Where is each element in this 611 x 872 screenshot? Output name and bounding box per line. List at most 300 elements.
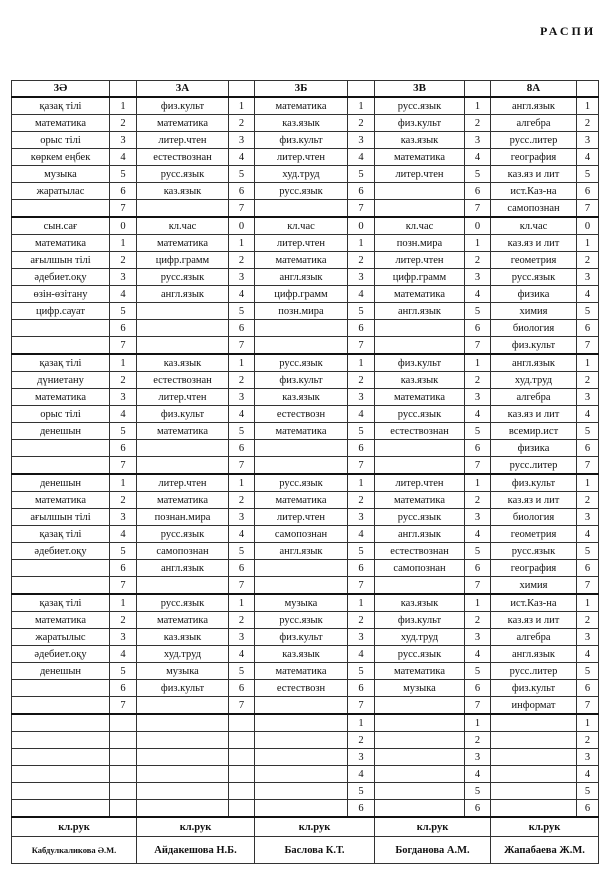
lesson-number: 1 (229, 235, 255, 252)
subject-cell: русс.язык (375, 509, 465, 526)
lesson-number: 2 (348, 115, 375, 132)
lesson-number (229, 800, 255, 818)
lesson-number: 2 (110, 252, 137, 269)
subject-cell: математика (137, 115, 229, 132)
subject-cell: худ.труд (255, 166, 348, 183)
subject-cell: математика (255, 97, 348, 115)
subject-cell: самопознан (375, 560, 465, 577)
lesson-number: 6 (348, 320, 375, 337)
class-num-header (577, 81, 599, 98)
lesson-number: 3 (348, 629, 375, 646)
lesson-row (12, 457, 599, 475)
subject-cell: англ.язык (491, 97, 577, 115)
subject-cell: англ.язык (137, 286, 229, 303)
subject-cell: позн.мира (375, 235, 465, 252)
lesson-number: 6 (110, 440, 137, 457)
subject-cell: денешын (12, 663, 110, 680)
subject-cell: жаратылас (12, 183, 110, 200)
lesson-number: 2 (577, 612, 599, 629)
subject-cell: литер.чтен (255, 509, 348, 526)
subject-cell: математика (375, 492, 465, 509)
lesson-number (229, 732, 255, 749)
subject-cell: цифр.грамм (137, 252, 229, 269)
lesson-number: 1 (577, 474, 599, 492)
lesson-number: 5 (229, 166, 255, 183)
lesson-number: 7 (577, 457, 599, 475)
subject-cell (12, 749, 110, 766)
lesson-row (12, 217, 599, 235)
kl-ruk-label: кл.рук (12, 817, 137, 837)
subject-cell: русс.язык (137, 594, 229, 612)
subject-cell: математика (137, 423, 229, 440)
lesson-number: 5 (348, 166, 375, 183)
lesson-row (12, 577, 599, 595)
lesson-number: 7 (110, 457, 137, 475)
lesson-number: 4 (348, 149, 375, 166)
lesson-number: 1 (229, 594, 255, 612)
lesson-number: 7 (465, 200, 491, 218)
subject-cell (491, 749, 577, 766)
lesson-number: 3 (577, 269, 599, 286)
lesson-number: 2 (110, 492, 137, 509)
lesson-number: 3 (110, 269, 137, 286)
lesson-number: 1 (110, 474, 137, 492)
lesson-number: 5 (229, 543, 255, 560)
subject-cell: русс.язык (137, 269, 229, 286)
subject-cell (137, 337, 229, 355)
subject-cell: қазақ тілі (12, 526, 110, 543)
lesson-number: 1 (348, 594, 375, 612)
lesson-number: 3 (348, 509, 375, 526)
subject-cell (255, 560, 348, 577)
lesson-number: 2 (465, 115, 491, 132)
lesson-number: 2 (348, 372, 375, 389)
lesson-number: 6 (229, 440, 255, 457)
lesson-row (12, 303, 599, 320)
lesson-number: 6 (229, 320, 255, 337)
subject-cell: русс.язык (137, 526, 229, 543)
subject-cell: каз.яз и лит (491, 235, 577, 252)
subject-cell: русс.язык (491, 269, 577, 286)
lesson-number: 4 (229, 406, 255, 423)
subject-cell: кл.час (137, 217, 229, 235)
subject-cell (12, 320, 110, 337)
subject-cell: англ.язык (375, 526, 465, 543)
class-num-header (110, 81, 137, 98)
lesson-row (12, 800, 599, 818)
subject-cell: кл.час (375, 217, 465, 235)
subject-cell (255, 440, 348, 457)
subject-cell: математика (375, 149, 465, 166)
lesson-number: 6 (577, 680, 599, 697)
subject-cell: әдебиет.оқу (12, 646, 110, 663)
kl-ruk-label: кл.рук (137, 817, 255, 837)
lesson-number: 3 (348, 749, 375, 766)
lesson-number: 7 (229, 577, 255, 595)
page-heading: РАСПИ (540, 24, 597, 38)
subject-cell (255, 320, 348, 337)
subject-cell: математика (375, 389, 465, 406)
lesson-number: 3 (577, 132, 599, 149)
subject-cell: музыка (375, 680, 465, 697)
subject-cell: русс.язык (137, 166, 229, 183)
lesson-number: 1 (577, 714, 599, 732)
subject-cell: каз.яз и лит (491, 166, 577, 183)
subject-cell: орыс тілі (12, 406, 110, 423)
subject-cell: жаратылыс (12, 629, 110, 646)
lesson-number: 2 (577, 252, 599, 269)
lesson-number: 1 (465, 97, 491, 115)
subject-cell (491, 766, 577, 783)
lesson-number: 3 (465, 389, 491, 406)
subject-cell (137, 577, 229, 595)
subject-cell: денешын (12, 474, 110, 492)
subject-cell (137, 303, 229, 320)
lesson-number: 4 (465, 766, 491, 783)
lesson-number: 6 (465, 183, 491, 200)
subject-cell: қазақ тілі (12, 594, 110, 612)
lesson-row (12, 252, 599, 269)
lesson-number: 1 (465, 714, 491, 732)
subject-cell: англ.язык (137, 560, 229, 577)
lesson-number: 1 (348, 97, 375, 115)
subject-cell (12, 457, 110, 475)
subject-cell: цифр.сауат (12, 303, 110, 320)
lesson-row (12, 783, 599, 800)
subject-cell (137, 766, 229, 783)
lesson-row (12, 286, 599, 303)
lesson-number: 6 (110, 320, 137, 337)
subject-cell: англ.язык (255, 543, 348, 560)
lesson-number: 6 (465, 800, 491, 818)
lesson-number: 4 (465, 526, 491, 543)
subject-cell: геометрия (491, 252, 577, 269)
lesson-number: 4 (348, 766, 375, 783)
lesson-number: 2 (229, 252, 255, 269)
lesson-number: 4 (229, 286, 255, 303)
subject-cell: естествозн (255, 406, 348, 423)
subject-cell: физ.культ (491, 680, 577, 697)
lesson-row (12, 509, 599, 526)
lesson-number: 5 (348, 543, 375, 560)
lesson-row (12, 543, 599, 560)
lesson-row (12, 492, 599, 509)
subject-cell (12, 337, 110, 355)
subject-cell: физ.культ (255, 372, 348, 389)
subject-cell (255, 577, 348, 595)
teacher-row (12, 837, 599, 864)
subject-cell: познан.мира (137, 509, 229, 526)
subject-cell (255, 749, 348, 766)
subject-cell: математика (12, 115, 110, 132)
subject-cell (375, 337, 465, 355)
lesson-number: 6 (465, 680, 491, 697)
subject-cell: физ.культ (255, 132, 348, 149)
lesson-number: 4 (577, 286, 599, 303)
subject-cell (137, 732, 229, 749)
subject-cell: математика (12, 235, 110, 252)
lesson-number: 7 (577, 577, 599, 595)
subject-cell: физ.культ (137, 406, 229, 423)
teacher-name: Кабдулкаликова Ә.М. (12, 837, 137, 864)
lesson-number: 6 (110, 680, 137, 697)
lesson-number: 2 (229, 612, 255, 629)
lesson-number: 6 (577, 440, 599, 457)
lesson-row (12, 526, 599, 543)
kl-ruk-label: кл.рук (375, 817, 491, 837)
lesson-number: 0 (229, 217, 255, 235)
lesson-number: 1 (229, 97, 255, 115)
subject-cell: каз.язык (375, 372, 465, 389)
subject-cell: каз.язык (137, 183, 229, 200)
lesson-number: 5 (348, 423, 375, 440)
lesson-number: 1 (229, 474, 255, 492)
subject-cell: геометрия (491, 526, 577, 543)
lesson-number: 2 (348, 492, 375, 509)
lesson-number: 7 (348, 457, 375, 475)
subject-cell: физ.культ (375, 354, 465, 372)
lesson-number: 4 (577, 646, 599, 663)
lesson-number: 4 (465, 646, 491, 663)
subject-cell: ағылшын тілі (12, 509, 110, 526)
lesson-number: 6 (229, 183, 255, 200)
lesson-row (12, 149, 599, 166)
lesson-row (12, 372, 599, 389)
lesson-number: 7 (465, 457, 491, 475)
subject-cell (255, 766, 348, 783)
subject-cell (137, 783, 229, 800)
subject-cell (137, 749, 229, 766)
lesson-number: 2 (348, 252, 375, 269)
lesson-number: 6 (110, 183, 137, 200)
subject-cell: каз.язык (375, 594, 465, 612)
subject-cell: математика (375, 286, 465, 303)
lesson-row (12, 732, 599, 749)
lesson-number: 2 (465, 732, 491, 749)
lesson-row (12, 320, 599, 337)
class-name: 3В (375, 81, 465, 98)
lesson-row (12, 406, 599, 423)
lesson-number: 5 (110, 303, 137, 320)
teacher-name: Богданова А.М. (375, 837, 491, 864)
lesson-number: 2 (577, 372, 599, 389)
lesson-number: 4 (465, 406, 491, 423)
lesson-number (110, 714, 137, 732)
subject-cell (137, 440, 229, 457)
subject-cell: музыка (137, 663, 229, 680)
lesson-number: 7 (110, 577, 137, 595)
subject-cell: самопознан (137, 543, 229, 560)
subject-cell: сын.сағ (12, 217, 110, 235)
lesson-number: 2 (465, 252, 491, 269)
lesson-number: 3 (110, 509, 137, 526)
lesson-number: 4 (110, 286, 137, 303)
lesson-row (12, 594, 599, 612)
subject-cell: алгебра (491, 389, 577, 406)
lesson-number: 6 (229, 680, 255, 697)
subject-cell: русс.язык (375, 406, 465, 423)
subject-cell (375, 320, 465, 337)
subject-cell (375, 577, 465, 595)
lesson-number: 7 (348, 200, 375, 218)
lesson-number: 7 (229, 457, 255, 475)
lesson-number: 1 (110, 235, 137, 252)
lesson-number: 4 (348, 286, 375, 303)
subject-cell: литер.чтен (375, 166, 465, 183)
subject-cell (375, 766, 465, 783)
lesson-number: 5 (348, 303, 375, 320)
subject-cell: математика (255, 663, 348, 680)
subject-cell: музыка (12, 166, 110, 183)
lesson-number: 5 (348, 783, 375, 800)
lesson-number (229, 749, 255, 766)
subject-cell: математика (137, 492, 229, 509)
lesson-number: 3 (110, 389, 137, 406)
subject-cell: физика (491, 440, 577, 457)
lesson-number: 6 (465, 320, 491, 337)
lesson-row (12, 766, 599, 783)
lesson-number: 2 (465, 612, 491, 629)
lesson-number: 4 (229, 526, 255, 543)
subject-cell: математика (12, 612, 110, 629)
subject-cell (491, 732, 577, 749)
lesson-number: 5 (465, 303, 491, 320)
lesson-row (12, 115, 599, 132)
lesson-number: 1 (110, 97, 137, 115)
lesson-number: 5 (110, 663, 137, 680)
subject-cell: музыка (255, 594, 348, 612)
subject-cell (12, 714, 110, 732)
lesson-number: 2 (577, 115, 599, 132)
subject-cell (375, 749, 465, 766)
lesson-row (12, 646, 599, 663)
subject-cell: самопознан (255, 526, 348, 543)
subject-cell: литер.чтен (375, 252, 465, 269)
lesson-number: 5 (110, 543, 137, 560)
lesson-number: 7 (229, 200, 255, 218)
kl-ruk-row (12, 817, 599, 837)
lesson-number: 6 (465, 440, 491, 457)
lesson-number: 5 (465, 663, 491, 680)
subject-cell: физ.культ (255, 629, 348, 646)
lesson-number: 6 (577, 800, 599, 818)
subject-cell: самопознан (491, 200, 577, 218)
subject-cell (255, 457, 348, 475)
subject-cell: естествозн (255, 680, 348, 697)
lesson-number: 5 (229, 423, 255, 440)
lesson-number: 3 (465, 749, 491, 766)
subject-cell (375, 800, 465, 818)
class-name: 3Б (255, 81, 348, 98)
subject-cell (375, 714, 465, 732)
subject-cell (375, 697, 465, 715)
subject-cell (375, 783, 465, 800)
subject-cell: ағылшын тілі (12, 252, 110, 269)
lesson-row (12, 680, 599, 697)
lesson-number: 7 (229, 697, 255, 715)
subject-cell: қазақ тілі (12, 354, 110, 372)
subject-cell: математика (255, 252, 348, 269)
lesson-number: 3 (229, 629, 255, 646)
lesson-number: 4 (465, 149, 491, 166)
subject-cell: химия (491, 577, 577, 595)
subject-cell: дүниетану (12, 372, 110, 389)
subject-cell: география (491, 149, 577, 166)
lesson-number: 7 (110, 697, 137, 715)
subject-cell (137, 697, 229, 715)
subject-cell (12, 200, 110, 218)
subject-cell: худ.труд (375, 629, 465, 646)
lesson-row (12, 235, 599, 252)
subject-cell: математика (137, 235, 229, 252)
lesson-number: 1 (577, 354, 599, 372)
lesson-number: 5 (577, 543, 599, 560)
lesson-number: 4 (110, 406, 137, 423)
lesson-number: 4 (348, 646, 375, 663)
subject-cell: математика (255, 423, 348, 440)
subject-cell: биология (491, 320, 577, 337)
subject-cell: русс.язык (255, 612, 348, 629)
lesson-number: 1 (465, 594, 491, 612)
lesson-number: 5 (577, 166, 599, 183)
subject-cell (137, 320, 229, 337)
subject-cell: русс.язык (255, 354, 348, 372)
subject-cell: каз.язык (255, 389, 348, 406)
lesson-number: 5 (577, 783, 599, 800)
lesson-number: 3 (348, 132, 375, 149)
lesson-number: 4 (577, 766, 599, 783)
subject-cell: литер.чтен (255, 235, 348, 252)
lesson-number: 2 (465, 372, 491, 389)
subject-cell: каз.язык (375, 132, 465, 149)
lesson-number (110, 732, 137, 749)
lesson-number: 1 (465, 354, 491, 372)
lesson-number: 2 (348, 612, 375, 629)
subject-cell: кл.час (491, 217, 577, 235)
lesson-row (12, 423, 599, 440)
subject-cell: англ.язык (375, 303, 465, 320)
lesson-number: 2 (110, 115, 137, 132)
lesson-number: 2 (229, 115, 255, 132)
kl-ruk-label: кл.рук (255, 817, 375, 837)
subject-cell: литер.чтен (137, 132, 229, 149)
lesson-number: 4 (577, 526, 599, 543)
lesson-number: 3 (465, 629, 491, 646)
teacher-name: Жапабаева Ж.М. (491, 837, 599, 864)
lesson-number: 1 (229, 354, 255, 372)
kl-ruk-label: кл.рук (491, 817, 599, 837)
subject-cell: физ.культ (137, 680, 229, 697)
lesson-number: 2 (110, 372, 137, 389)
lesson-number: 6 (577, 183, 599, 200)
lesson-number: 2 (465, 492, 491, 509)
subject-cell (12, 680, 110, 697)
lesson-number: 3 (229, 132, 255, 149)
subject-cell (12, 766, 110, 783)
subject-cell: химия (491, 303, 577, 320)
subject-cell: математика (12, 389, 110, 406)
subject-cell (491, 783, 577, 800)
lesson-number: 0 (577, 217, 599, 235)
lesson-row (12, 354, 599, 372)
subject-cell: математика (255, 492, 348, 509)
class-num-header (229, 81, 255, 98)
lesson-number: 7 (110, 337, 137, 355)
lesson-number (229, 783, 255, 800)
subject-cell: каз.язык (255, 115, 348, 132)
lesson-number: 7 (465, 697, 491, 715)
lesson-number: 3 (577, 509, 599, 526)
